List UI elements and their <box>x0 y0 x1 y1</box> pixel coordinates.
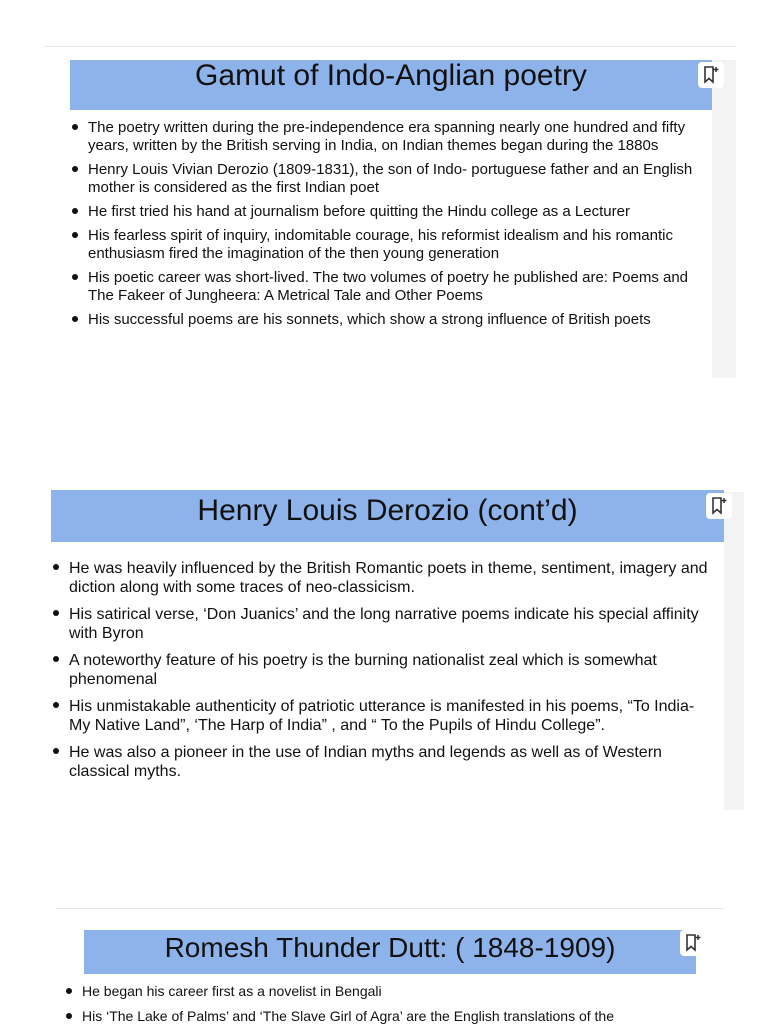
bullet-item: He began his career first as a novelist in Bengali <box>64 983 704 1000</box>
slide-title-bar <box>84 930 696 974</box>
slide-title: Gamut of Indo-Anglian poetry <box>195 59 587 92</box>
bullet-item: A noteworthy feature of his poetry is the burning nationalist zeal which is somewhat phenomenal <box>51 651 717 689</box>
bullet-item: His fearless spirit of inquiry, indomitable courage, his reformist idealism and his romantic enthusiasm fired the imagination of the then young generation <box>70 227 710 263</box>
slide-title: Henry Louis Derozio (cont’d) <box>197 494 578 527</box>
bookmark-add-icon <box>711 497 727 515</box>
bullet-item: His ‘The Lake of Palms’ and ‘The Slave Girl of Agra’ are the English translations of the <box>64 1008 704 1025</box>
slide-3 <box>56 912 712 1024</box>
slide-edge <box>712 60 736 378</box>
bullet-item: Henry Louis Vivian Derozio (1809-1831), the son of Indo- portuguese father and an English mother is considered as the first Indian poet <box>70 161 710 197</box>
bullet-item: He was also a pioneer in the use of Indian myths and legends as well as of Western classical myths. <box>51 743 717 781</box>
bullet-item: The poetry written during the pre-independence era spanning nearly one hundred and fifty years, written by the British serving in India, on Indian themes began during the 1880s <box>70 119 710 155</box>
slide-2 <box>40 478 724 812</box>
slide-edge <box>724 492 744 810</box>
bookmark-button[interactable] <box>680 930 706 956</box>
slide-divider <box>56 908 724 909</box>
bullet-item: His successful poems are his sonnets, which show a strong influence of British poets <box>70 311 710 329</box>
slide-1 <box>56 48 712 378</box>
bullet-list <box>70 119 710 335</box>
bullet-item: His satirical verse, ‘Don Juanics’ and the long narrative poems indicate his special affinity with Byron <box>51 605 717 643</box>
bullet-item: His unmistakable authenticity of patriotic utterance is manifested in his poems, “To India- My Native Land”, ‘The Harp of India” , and “ To the Pupils of Hindu College”. <box>51 697 717 735</box>
bullet-list <box>64 983 704 1033</box>
bullet-item: He first tried his hand at journalism before quitting the Hindu college as a Lecturer <box>70 203 710 221</box>
bullet-item: He was heavily influenced by the British Romantic poets in theme, sentiment, imagery and diction along with some traces of neo-classicism. <box>51 559 717 597</box>
slide-title-bar <box>51 490 724 542</box>
bullet-list <box>51 559 717 789</box>
bookmark-button[interactable] <box>706 493 732 519</box>
slide-title-bar <box>70 60 712 110</box>
bullet-item: His poetic career was short-lived. The two volumes of poetry he published are: Poems and The Fakeer of Jungheera: A Metrical Tale and Other Poems <box>70 269 710 305</box>
bookmark-add-icon <box>685 934 701 952</box>
bookmark-button[interactable] <box>698 62 724 88</box>
slide-title: Romesh Thunder Dutt: ( 1848-1909) <box>164 932 616 963</box>
bookmark-add-icon <box>703 66 719 84</box>
slide-divider <box>44 46 736 47</box>
